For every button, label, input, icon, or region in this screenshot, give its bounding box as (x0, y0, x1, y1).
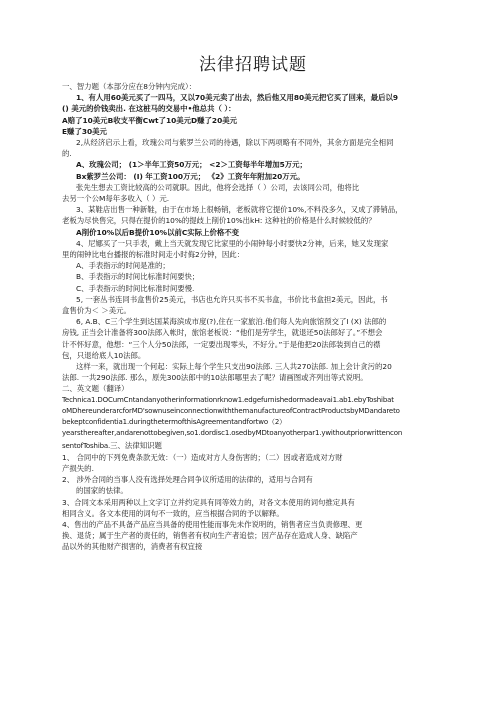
q4-line-1: 4、尼娜买了一只手表，戴上当天就发现它比家里的小闹钟每小时要快2分神，后来，她又发现家 (76, 238, 389, 248)
law-item-4c: 品以外的其他财产损害的，消费者有权宜接 (62, 542, 203, 552)
document-title: 法律招聘试题 (199, 55, 307, 75)
q1-options: A赔了10美元B收支平衡Cwt了10美元D赚了20美元 (62, 115, 237, 125)
q5-line-1: 5, 一套丛书连同书盒售价25美元，书店也允许只买书不买书盒，书价比书盒担2美元，因此，书 (76, 294, 388, 304)
law-item-3a: 3、合同文本采用两种以上文字订立并约定具有同等效力的，对各文本使用的词句推定具有 (62, 497, 355, 507)
q6-line-6: 法郎. 一共290法郎. 那么，原先300法郎中的10法郎哪里去了呢？请画图或齐列出等式说明。 (62, 373, 368, 383)
q4-option-c: C、手表指示的时间比标准时间要慢. (76, 283, 195, 293)
law-item-4a: 4、售出的产品不具备产品应当具备的使用性能而事先未作说明的，销售者应当负责修理、更 (62, 519, 363, 529)
q2-intro-1: 2,从经济启示上看，玫瑰公司与紫罗兰公司的待遇，除以下两项略有不同外，其余方面是完全相同 (76, 138, 394, 148)
q4-line-2: 里的闹钟比电台播报的标准时间走小时侮2分钟，因此： (62, 250, 245, 260)
law-item-3b: 相同含义。各文本使用的词句不一致的，应当根据合同的予以解释。 (62, 508, 284, 518)
english-line-2: oMDhereunderarcforMD'sownuseinconnectionwiththemanufactureofContractProductsbyMDandareto (62, 406, 400, 415)
q6-line-5: 这样一来，就出现一个何起：实际上每个学生只支出90法郎. 三人共270法郎. 加上会计贪污的20 (76, 362, 392, 372)
law-item-1b: 产损失的. (62, 463, 94, 473)
q5-line-2: 盒售价为＜ ＞美元。 (62, 306, 131, 316)
q6-line-4: 包，只退给底人10法郎。 (62, 350, 146, 360)
q2-question-2: 去另一个公M每年多收入（ ）元. (62, 194, 170, 204)
english-line-4: yearsthereafter,andarenottobegiven,so1.dordisc1.osedbyMDtoanyotherpar1.ywithoutpriorwrittencon (62, 429, 403, 438)
document-body (62, 81, 444, 553)
q1-option-e: E赚了30美元 (62, 126, 107, 136)
law-item-4b: 换、退货；属于生产者的责任的，销售者有权向生产者追偿；因产品存在造成人身、缺陷产 (62, 531, 358, 541)
law-item-1a: 1、 合同中的下列免费条款无效：（一）造成对方人身伤害的；（二）因或者造成对方财 (62, 452, 343, 462)
section-heading-law: 三、法律知识题 (110, 440, 162, 450)
q4-option-a: A、手表指示的时间是准的； (76, 261, 170, 271)
q2-option-a: A、玫瑰公司； (1＞半年工资50万元； <2＞工资每半年增加5万元； (76, 160, 307, 170)
q4-option-b: B、手表指示的时间比标准时间要快； (76, 272, 200, 282)
q3-line-2: 老板为尽快售完，只得在提价的10%的提歧上削价10%出kH: 这种社的价格是什么时候较低的？ (62, 216, 376, 226)
q3-options: A削价10%以后B提价10%以前C实际上价格不变 (76, 227, 240, 237)
q2-question-1: 张先生想去工资比较高的公司就职。因此，他将会选择（ ）公司，去该同公司，他将比 (76, 182, 360, 192)
q2-intro-2: 的. (62, 149, 72, 159)
q1-line-2: () 美元的价钱卖出. 在这桩马的交易中•他总共（ ）： (62, 104, 236, 114)
q3-line-1: 3、某鞋店出售一种新鞋，由于在市场上很畅销，老板就将它提价10%,不料没多久，又成了滞销品， (76, 205, 403, 215)
section-heading-english: 二、英文题（翻译） (62, 384, 129, 394)
q6-line-3: 计不怀好意，他想：“三个人分50法郎，一定要出现零头，不好分。”于是他把20法郎装到自己的襟 (62, 339, 381, 349)
law-item-2b: 的国家的怯律。 (76, 486, 128, 496)
section-heading-intelligence: 一、智力题（本部分应在8分钟内完成）： (62, 82, 197, 91)
english-line-1: Technica1.DOCumCntandanyotherinformationrknow1.edgefurnishedormadeavai1.ab1.ebyToshibat (62, 395, 394, 404)
law-item-2a: 2、 涉外合同的当事人没有选择处理合同争议所适用的法律的，适用与合同有 (62, 475, 313, 485)
english-line-5: sentofToshiba. (62, 441, 111, 450)
q2-option-b: Bx紫罗兰公司： (I) 年工资100万元； 《2》工资年年附加20万元。 (76, 171, 305, 181)
english-line-3: bekeptconfidentia1.duringthetermofthisAgreementandfortwo（2） (62, 418, 286, 427)
q6-line-2: 房钱, 正当会计准备将300法郎入帐时，旅馆老板说：“他们是劳学生，就退还50法郎好了。”不想会 (62, 328, 383, 338)
q6-line-1: 6, A.B、C三个学生到达国某海滨成市度(?),住在一家旅泊.他们每人先向旅馆预交了I (X) 法郎的 (76, 317, 387, 327)
q1-line-1: 1、有人用60美元买了一四马，又以70美元卖了出去，然后他又用80美元把它买了回来，最后以9 (76, 93, 398, 103)
